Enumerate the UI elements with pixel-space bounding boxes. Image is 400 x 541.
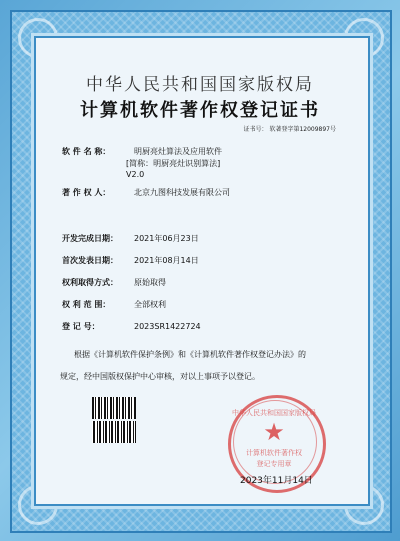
software-version: V2.0 (126, 170, 145, 179)
field-copyright-owner (62, 187, 230, 198)
barcode (92, 397, 136, 419)
field-rights-scope (62, 299, 166, 310)
field-label: 著 作 权 人： (62, 188, 111, 197)
star-icon: ★ (263, 418, 285, 446)
field-value: 2021年06月23日 (134, 234, 199, 243)
seal-text-line2: 登记专用章 (256, 460, 292, 468)
field-label: 开发完成日期： (62, 234, 118, 243)
seal-text-line1: 计算机软件著作权 (246, 449, 302, 457)
barcode (92, 421, 136, 443)
field-acquisition-method (62, 277, 166, 288)
field-value: 明厨亮灶算法及应用软件 (134, 147, 222, 156)
field-completion-date (62, 233, 199, 244)
legal-basis-line2: 规定，经中国版权保护中心审核，对以上事项予以登记。 (60, 372, 260, 381)
field-registration-number (62, 321, 201, 332)
issue-date: 2023年11月14日 (240, 476, 313, 486)
field-label: 首次发表日期： (62, 256, 118, 265)
field-value: 2021年08月14日 (134, 256, 199, 265)
field-publication-date (62, 255, 199, 266)
seal-text-top: 中华人民共和国国家版权局 (232, 409, 316, 417)
issuer-heading: 中华人民共和国国家版权局 (86, 75, 314, 95)
field-label: 登 记 号： (62, 322, 100, 331)
field-value: 全部权利 (134, 300, 166, 309)
certificate-number: 证书号： 软著登字第12009897号 (243, 126, 336, 133)
software-short-name: [简称：明厨亮灶识别算法] (126, 159, 221, 168)
field-label: 软 件 名 称： (62, 147, 111, 156)
legal-basis-line1: 根据《计算机软件保护条例》和《计算机软件著作权登记办法》的 (74, 350, 306, 359)
field-value: 原始取得 (134, 278, 166, 287)
certificate-title: 计算机软件著作权登记证书 (80, 100, 320, 121)
field-label: 权利取得方式： (62, 278, 118, 287)
field-software-name (62, 146, 222, 157)
field-label: 权 利 范 围： (62, 300, 111, 309)
field-value: 北京九图科技发展有限公司 (134, 188, 230, 197)
field-value: 2023SR1422724 (134, 322, 201, 331)
